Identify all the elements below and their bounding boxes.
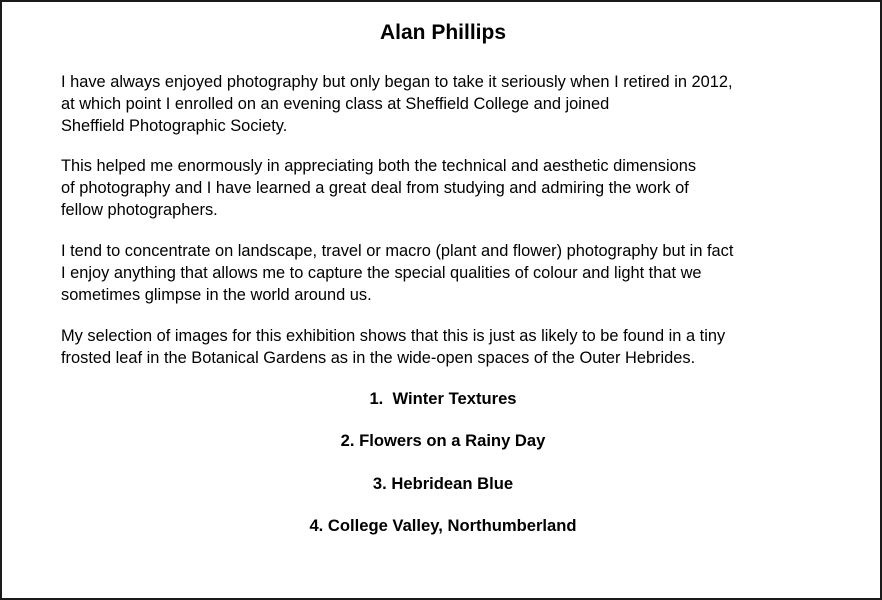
paragraph-line: at which point I enrolled on an evening class at Sheffield College and joined [61,95,610,113]
paragraph-line: fellow photographers. [61,201,218,219]
paragraph-line: sometimes glimpse in the world around us. [61,286,372,304]
paragraph-line: I tend to concentrate on landscape, travel or macro (plant and flower) photography but in fact [61,242,734,260]
image-title-college-valley: 4. College Valley, Northumberland [309,516,577,535]
image-title-hebridean-blue: 3. Hebridean Blue [372,474,514,493]
paragraph-line: of photography and I have learned a great deal from studying and admiring the work of [61,179,689,197]
paragraph-society [61,155,851,221]
page-title: Alan Phillips [379,21,507,44]
paragraph-line: Sheffield Photographic Society. [61,117,288,135]
paragraph-intro [61,71,851,137]
paragraph-line: frosted leaf in the Botanical Gardens as in the wide-open spaces of the Outer Hebrides. [61,349,696,367]
paragraph-line: My selection of images for this exhibition shows that this is just as likely to be found in a tiny [61,327,726,345]
paragraph-line: I enjoy anything that allows me to capture the special qualities of colour and light that we [61,264,702,282]
image-title-flowers-rainy-day: 2. Flowers on a Rainy Day [340,431,546,450]
paragraph-interests [61,240,851,306]
paragraph-line: I have always enjoyed photography but only began to take it seriously when I retired in 2012, [61,73,733,91]
paragraph-line: This helped me enormously in appreciating both the technical and aesthetic dimensions [61,157,697,175]
paragraph-selection [61,325,851,369]
image-title-winter-textures: 1. Winter Textures [369,389,517,408]
